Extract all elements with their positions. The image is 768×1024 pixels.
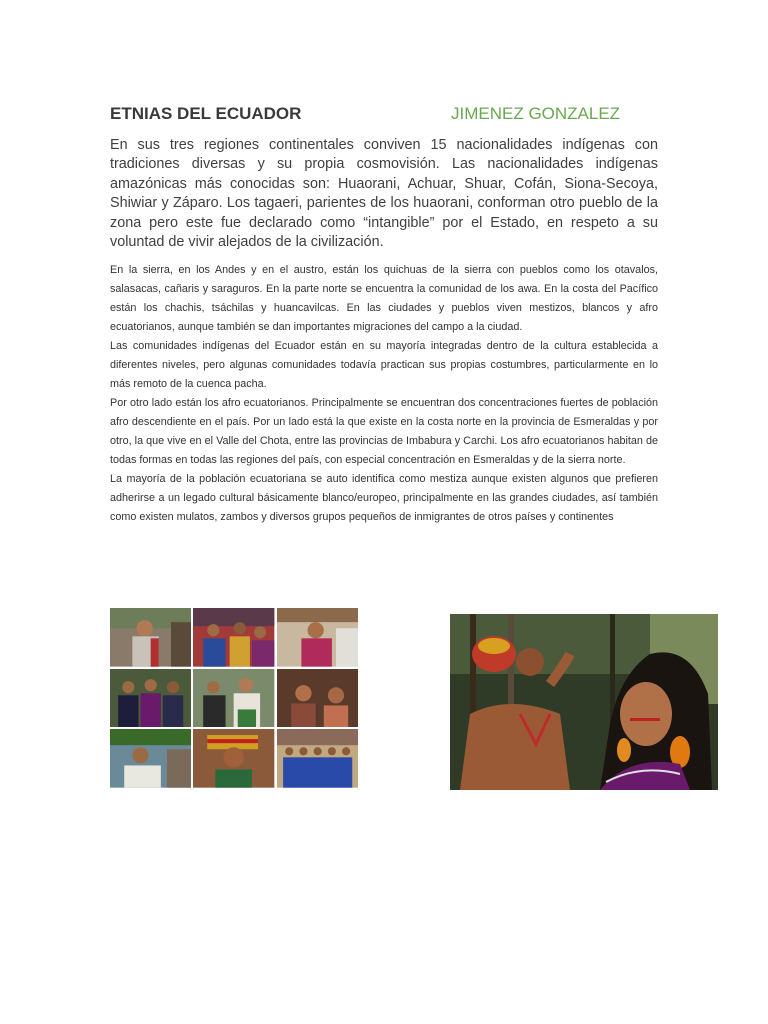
collage-photo bbox=[193, 608, 274, 667]
collage-photo bbox=[110, 608, 191, 667]
paragraph-comunidades: Las comunidades indígenas del Ecuador están en su mayoría integradas dentro de la cultura establecida a diferentes niveles, pero algunas comunidades todavía practican sus propias costumbres, particularmente en lo más remoto de la cuenca pacha. bbox=[110, 340, 658, 390]
paragraph-sierra: En la sierra, en los Andes y en el austro, están los quichuas de la sierra con pueblos como los otavalos, salasacas, cañaris y saraguros. En la parte norte se encuentra la comunidad de los awa. En la costa del Pacífico están los chachis, tsáchilas y huancavilcas. En las ciudades y pueblos viven mestizos, blancos y afro ecuatorianos, aunque también se dan importantes migraciones del campo a la ciudad. bbox=[110, 264, 658, 333]
author-name: JIMENEZ GONZALEZ bbox=[451, 104, 621, 123]
paragraph-afro: Por otro lado están los afro ecuatorianos. Principalmente se encuentran dos concentraciones fuertes de población afro descendiente en el país. Por un lado está la que existe en la costa norte en la provincia de Esmeraldas y por otro, la que vive en el Valle del Chota, entre las provincias de Imbabura y Carchi. Los afro ecuatorianos habitan de todas formas en todas las regiones del país, con especial concentración en Esmeraldas y de la sierra norte. bbox=[110, 397, 658, 466]
photo-amazonian-people bbox=[450, 614, 718, 790]
body-text bbox=[110, 261, 658, 527]
collage-photo bbox=[277, 669, 358, 728]
intro-paragraph: En sus tres regiones continentales conviven 15 nacionalidades indígenas con tradiciones diversas y su propia cosmovisión. Las nacionalidades indígenas amazónicas más conocidas son: Huaorani, Achuar, Shuar, Cofán, Siona-Secoya, Shiwiar y Záparo. Los tagaeri, parientes de los huaorani, conforman otro pueblo de la zona pero este fue declarado como “intangible” por el Estado, en respeto a su voluntad de vivir alejados de la civilización. bbox=[110, 137, 658, 251]
paragraph-mestiza: La mayoría de la población ecuatoriana se auto identifica como mestiza aunque existen algunos que prefieren adherirse a un legado cultural básicamente blanco/europeo, principalmente en las grandes ciudades, así también como existen mulatos, zambos y diversos grupos pequeños de inmigrantes de otros países y continentes bbox=[110, 473, 658, 523]
collage-photo bbox=[110, 729, 191, 788]
collage-photo bbox=[193, 669, 274, 728]
collage-photo bbox=[193, 729, 274, 788]
photo-collage bbox=[110, 608, 358, 788]
document-title: ETNIAS DEL ECUADOR bbox=[110, 104, 302, 123]
collage-photo bbox=[277, 729, 358, 788]
collage-photo bbox=[277, 608, 358, 667]
collage-photo bbox=[110, 669, 191, 728]
title-row bbox=[110, 104, 658, 126]
